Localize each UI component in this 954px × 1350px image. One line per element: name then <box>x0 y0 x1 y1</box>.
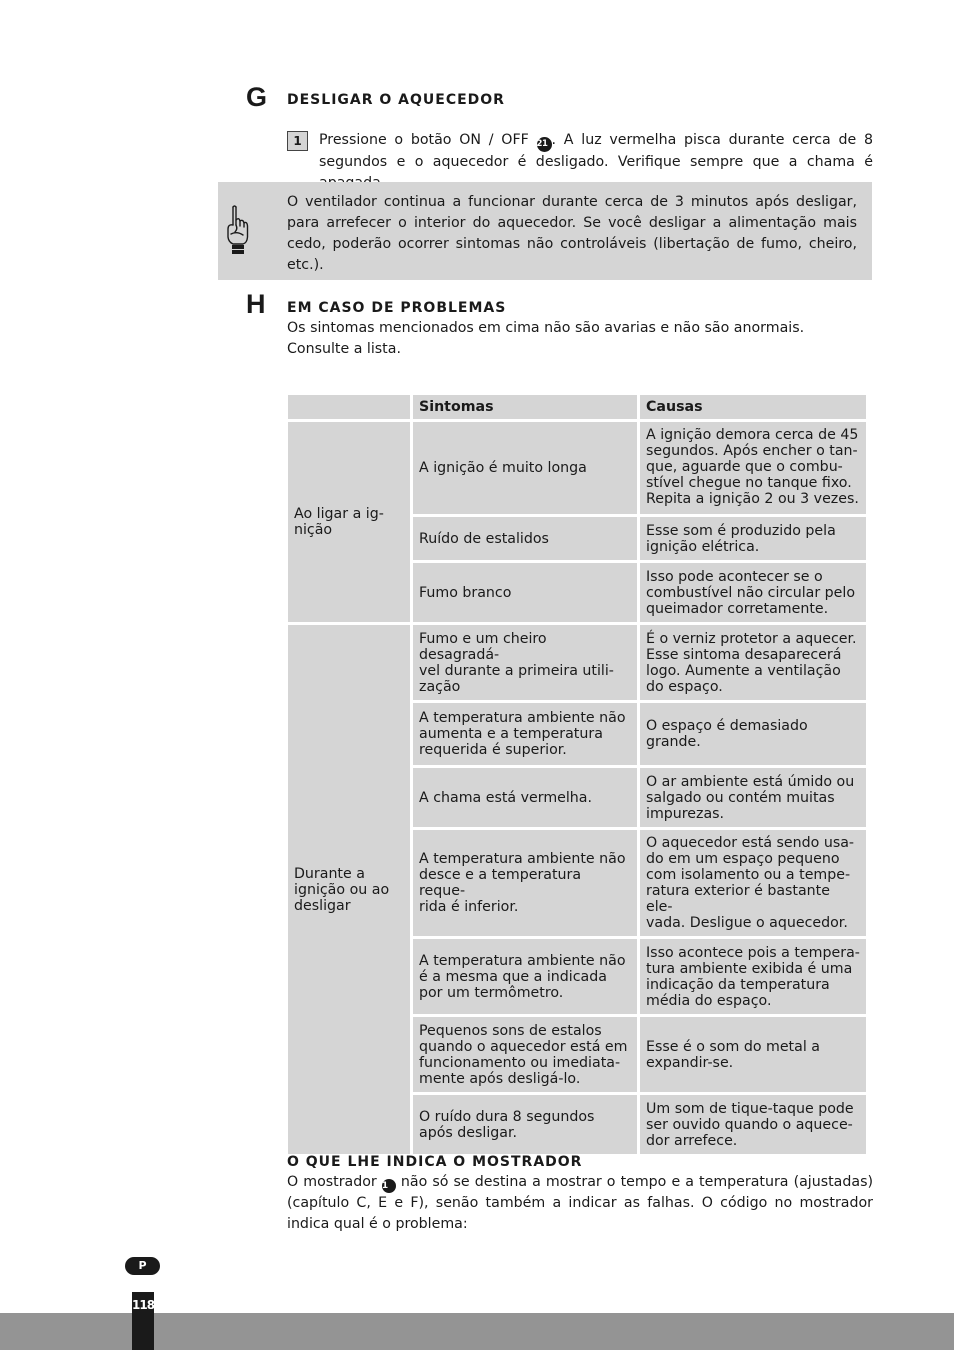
cause-cell: Um som de tique-taque pode ser ouvido quando o aquece- dor arrefece. <box>640 1095 866 1154</box>
section-intro-line-1: Os sintomas mencionados em cima não são avarias e não são anormais. <box>287 320 805 336</box>
language-badge: P <box>125 1257 160 1275</box>
group-label-text: Ao ligar a ig- nição <box>294 506 384 538</box>
cause-cell: O aquecedor está sendo usa- do em um espaço pequeno com isolamento ou a tempe- ratura exterior é bastante ele- vada. Desligue o aquecedor. <box>640 830 866 936</box>
step-number-box: 1 <box>287 131 308 151</box>
display-text-part-a: O mostrador <box>287 1174 382 1190</box>
symptom-cell: O ruído dura 8 segundos após desligar. <box>413 1095 637 1154</box>
cause-cell: O espaço é demasiado grande. <box>640 703 866 765</box>
symptom-cell: A temperatura ambiente não desce e a temperatura reque- rida é inferior. <box>413 830 637 936</box>
section-letter-g: G <box>246 82 268 112</box>
symptom-cell: Pequenos sons de estalos quando o aquecedor está em funcionamento ou imediata- mente após desligá-lo. <box>413 1017 637 1092</box>
symptom-cell: Fumo branco <box>413 563 637 622</box>
page-number-tab <box>132 1292 154 1350</box>
step-text-part-b: . A luz vermelha pisca durante cerca de 8 segundos e o aquecedor é desligado. Verifique sempre que a chama é <box>319 132 873 170</box>
table-header-row <box>288 395 866 419</box>
header-cell-blank <box>288 395 410 419</box>
symptom-cell: Ruído de estalidos <box>413 517 637 560</box>
display-reference-badge: 1 <box>382 1179 396 1193</box>
cause-cell: A ignição demora cerca de 45 segundos. Após encher o tan- que, aguarde que o combu- stível chegue no tanque fixo. Repita a ignição 2 ou 3 vezes. <box>640 422 866 514</box>
button-reference-badge: 21 <box>537 137 552 152</box>
section-title-g: DESLIGAR O AQUECEDOR <box>287 92 505 108</box>
cause-cell: O ar ambiente está úmido ou salgado ou contém muitas impurezas. <box>640 768 866 827</box>
symptom-cell: A temperatura ambiente não aumenta e a temperatura requerida é superior. <box>413 703 637 765</box>
cause-cell: Isso acontece pois a tempera- tura ambiente exibida é uma indicação da temperatura média do espaço. <box>640 939 866 1014</box>
symptom-cell: A ignição é muito longa <box>413 422 637 514</box>
troubleshooting-table <box>285 392 869 1157</box>
symptom-cell: A temperatura ambiente não é a mesma que a indicada por um termômetro. <box>413 939 637 1014</box>
step-text-part-a: Pressione o botão ON / OFF <box>319 132 537 148</box>
section-intro-line-2: Consulte a lista. <box>287 341 401 357</box>
section-title-h: EM CASO DE PROBLEMAS <box>287 300 507 316</box>
display-section-title: O QUE LHE INDICA O MOSTRADOR <box>287 1154 583 1170</box>
table-row <box>288 625 866 700</box>
note-box <box>218 182 872 280</box>
group-label <box>288 422 410 622</box>
symptom-cell: A chama está vermelha. <box>413 768 637 827</box>
cause-cell: É o verniz protetor a aquecer. Esse sintoma desaparecerá logo. Aumente a ventilação do espaço. <box>640 625 866 700</box>
page-number: 118 <box>132 1298 155 1312</box>
cause-cell: Esse som é produzido pela ignição elétrica. <box>640 517 866 560</box>
group-label: Durante a ignição ou ao desligar <box>288 625 410 1154</box>
section-letter-h: H <box>246 289 266 319</box>
header-cell-causes: Causas <box>640 395 866 419</box>
display-section-text <box>287 1172 873 1235</box>
cause-cell: Isso pode acontecer se o combustível não circular pelo queimador corretamente. <box>640 563 866 622</box>
pointing-hand-icon <box>224 204 250 256</box>
symptom-cell: Fumo e um cheiro desagradá- vel durante a primeira utili- zação <box>413 625 637 700</box>
table-row <box>288 422 866 514</box>
cause-cell: Esse é o som do metal a expandir-se. <box>640 1017 866 1092</box>
note-text: O ventilador continua a funcionar durante cerca de 3 minutos após desligar, para arrefecer o interior do aquecedor. Se você desligar a alimentação mais cedo, poderão ocorrer sintomas não controláveis (libertação de fumo, cheiro, etc.). <box>287 194 857 273</box>
display-text-part-b: não só se destina a mostrar o tempo e a temperatura (ajustadas) (capítulo C, E e F), senão também a indicar as falhas. O código no mostrador indica qual é o problema: <box>287 1174 874 1232</box>
header-cell-symptoms: Sintomas <box>413 395 637 419</box>
